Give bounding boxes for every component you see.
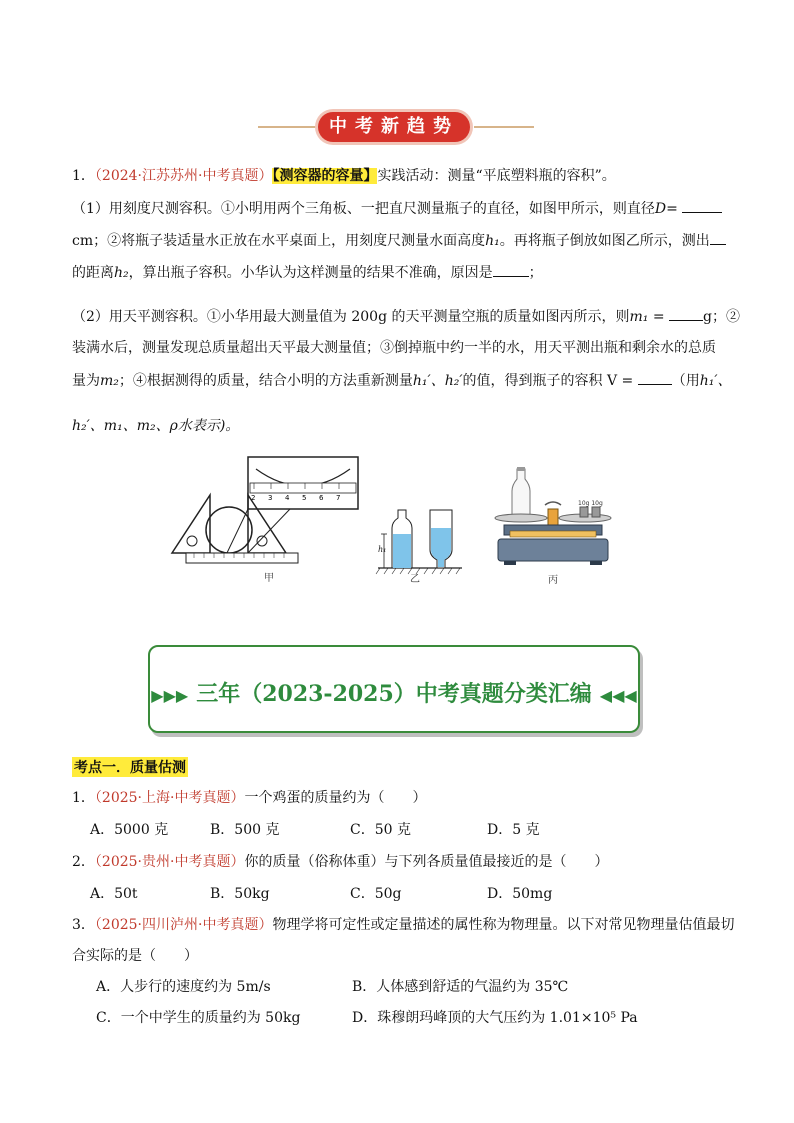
figure-jia (170, 455, 370, 585)
option-d[interactable]: D．50mg (487, 886, 553, 902)
option-d[interactable]: D．珠穆朗玛峰顶的大气压约为 1.01×10⁵ Pa (352, 1010, 638, 1026)
question-3-stem-cont: 合实际的是（ ） (72, 948, 198, 964)
ruler-tick-6: 6 (319, 494, 324, 502)
arrows-right-icon: ◀◀◀ (599, 686, 637, 705)
section-title: 中考新趋势 (318, 112, 470, 142)
figure-label-bing: 丙 (548, 575, 558, 586)
option-a[interactable]: A．人步行的速度约为 5m/s (96, 979, 271, 995)
q1-part1-text-c2: ，算出瓶子容积。小华认为这样测量的结果不准确，原因是 (128, 265, 493, 281)
answer-blank-reason[interactable] (493, 262, 529, 277)
topic-heading: 考点一．质量估测 (72, 757, 188, 777)
q1-part1-text-a: （1）用刻度尺测容积。①小明用两个三角板、一把直尺测量瓶子的直径，如图甲所示，则直径 (72, 201, 655, 217)
section-banner (148, 645, 640, 733)
weights-label: 10g 10g (578, 500, 603, 507)
question-source: （2025·上海·中考真题） (94, 790, 245, 806)
figure-bing (490, 465, 614, 587)
option-a[interactable]: A．5000 克 (90, 822, 169, 838)
q1-number: 1． (72, 168, 95, 184)
q1-line-1 (72, 166, 732, 186)
question-source: （2025·贵州·中考真题） (94, 854, 245, 870)
var-h1: h₁ (485, 233, 500, 249)
var-m2: m₂ (100, 373, 119, 389)
figure-yi (374, 490, 466, 585)
q1-line-6 (72, 338, 732, 358)
q1-source: （2024·江苏苏州·中考真题） (94, 168, 273, 184)
q1-line-4 (72, 262, 732, 283)
option-b[interactable]: B．人体感到舒适的气温约为 35℃ (352, 979, 569, 995)
question-1 (72, 788, 732, 808)
ruler-tick-2: 2 (251, 494, 256, 502)
q1-part2-text-c-tail: 的值，得到瓶子的容积 V = (462, 373, 634, 389)
question-2 (72, 852, 732, 872)
option-b[interactable]: B．500 克 (210, 822, 280, 838)
q1-part1-text-b: cm；②将瓶子装适量水正放在水平桌面上，用刻度尺测量水面高度 (72, 233, 486, 249)
question-stem: 你的质量（俗称体重）与下列各质量值最接近的是（ ） (244, 854, 609, 870)
option-c[interactable]: C．50 克 (350, 822, 411, 838)
figure-label-jia: 甲 (264, 573, 274, 584)
q1-part2-text-a-end: g；② (703, 309, 740, 325)
var-h1-prime: h₁′、 (699, 373, 732, 389)
var-d: D (654, 201, 667, 217)
q1-stem: 实践活动：测量“平底塑料瓶的容积”。 (377, 168, 616, 184)
q1-line-5 (72, 306, 740, 327)
section-banner-text (150, 677, 638, 708)
q1-line-3 (72, 230, 732, 251)
q1-part2-text-d: h₂′、m₁、m₂、ρ水表示)。 (72, 418, 240, 434)
answer-blank-distance[interactable] (710, 230, 726, 245)
question-source: （2025·四川泸州·中考真题） (94, 917, 273, 933)
q1-part1-text-c-end: ； (528, 265, 543, 281)
q1-part1-eq: = (666, 201, 678, 217)
figure-label-yi: 乙 (410, 574, 420, 585)
q1-part1-text-b-end: 。再将瓶子倒放如图乙所示，测出 (499, 233, 710, 249)
question-number: 1． (72, 790, 95, 806)
ruler-tick-3: 3 (268, 494, 273, 502)
q1-line-7 (72, 370, 732, 391)
answer-blank-volume[interactable] (638, 370, 672, 385)
q1-line-2 (72, 198, 732, 219)
q1-part2-text-b: 装满水后，测量发现总质量超出天平最大测量值；③倒掉瓶中约一半的水，用天平测出瓶和剩余水的总质 (72, 340, 716, 356)
section-banner-title: 三年（2023-2025）中考真题分类汇编 (196, 681, 592, 707)
q1-part1-text-c: 的距离 (72, 265, 114, 281)
var-h-primes: h₁′、h₂′ (412, 373, 463, 389)
option-a[interactable]: A．50t (90, 886, 138, 902)
option-d[interactable]: D．5 克 (487, 822, 540, 838)
q1-line-8 (72, 416, 732, 436)
ruler-tick-7: 7 (336, 494, 341, 502)
ruler-tick-5: 5 (302, 494, 307, 502)
option-b[interactable]: B．50kg (210, 886, 270, 902)
question-stem: 物理学将可定性或定量描述的属性称为物理量。以下对常见物理量估值最切 (272, 917, 735, 933)
q1-tag: 【测容器的容量】 (272, 168, 378, 184)
question-stem: 一个鸡蛋的质量约为（ ） (244, 790, 427, 806)
q1-part2-text-c-mid: ；④根据测得的质量，结合小明的方法重新测量 (118, 373, 413, 389)
q1-part2-text-a: （2）用天平测容积。①小华用最大测量值为 200g 的天平测量空瓶的质量如图丙所示，则 (72, 309, 630, 325)
option-c[interactable]: C．一个中学生的质量约为 50kg (96, 1010, 301, 1026)
var-h2: h₂ (114, 265, 129, 281)
var-m1: m₁ = (629, 309, 665, 325)
ruler-tick-4: 4 (285, 494, 290, 502)
answer-blank-mass[interactable] (669, 306, 703, 321)
header-decoration-right (474, 126, 534, 128)
label-h1: h₁ (378, 545, 387, 554)
answer-blank-diameter[interactable] (682, 198, 722, 213)
option-c[interactable]: C．50g (350, 886, 402, 902)
q1-part2-text-c-end: （用 (671, 373, 700, 389)
question-number: 3． (72, 917, 95, 933)
question-number: 2． (72, 854, 95, 870)
header-decoration-left (258, 126, 316, 128)
q1-part2-text-c: 量为 (72, 373, 100, 389)
arrows-left-icon: ▶▶▶ (151, 686, 189, 705)
question-3 (72, 915, 735, 935)
